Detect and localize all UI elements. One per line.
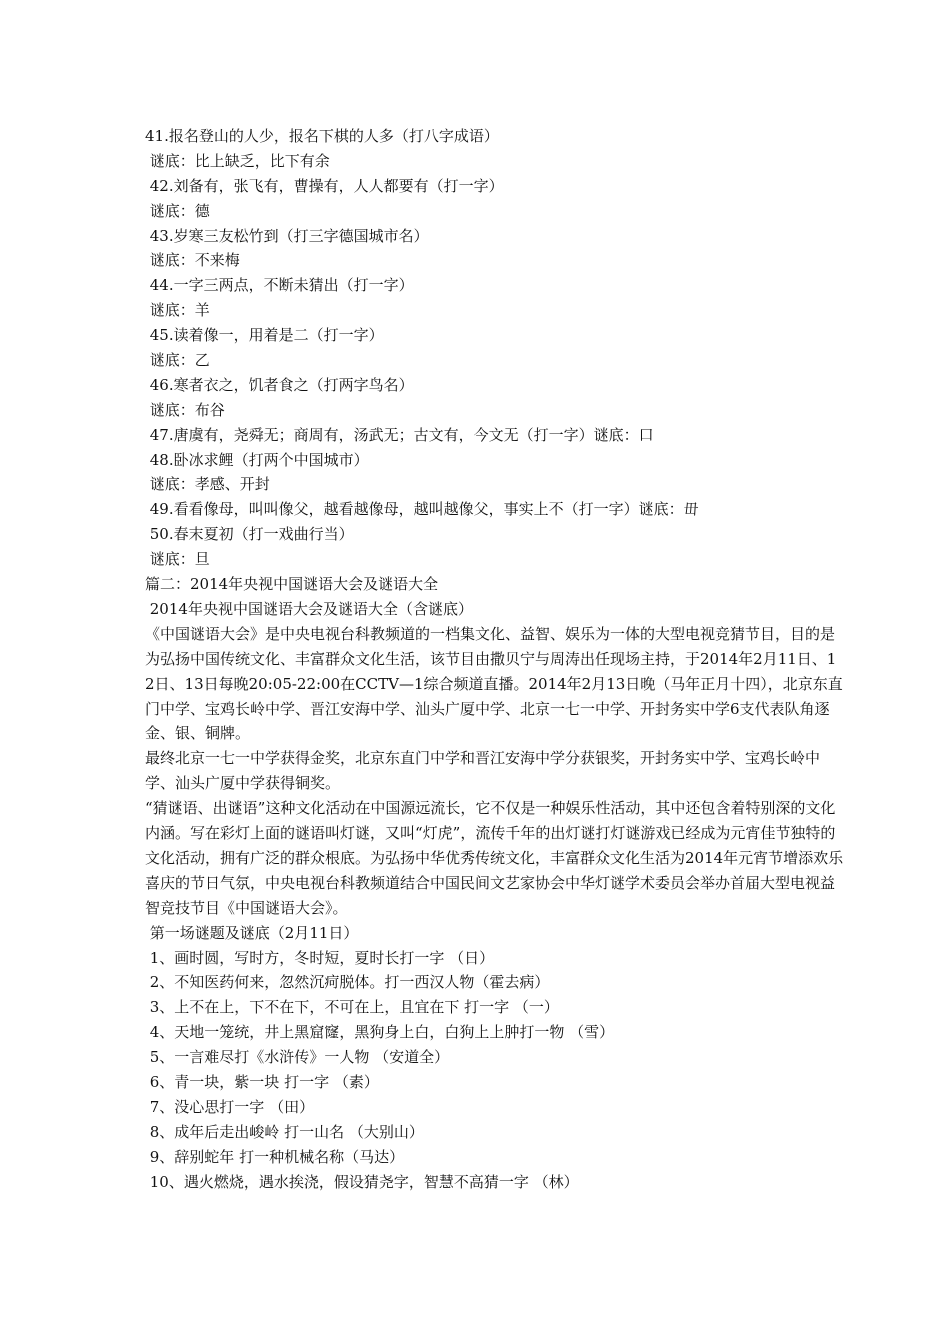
text-line: 42.刘备有，张飞有，曹操有，人人都要有（打一字） (145, 176, 504, 195)
text-line: 谜底：旦 (145, 550, 210, 569)
text-line: 49.看看像母，叫叫像父，越看越像母，越叫越像父，事实上不（打一字）谜底：毌 (145, 500, 699, 519)
text-line: 50.春末夏初（打一戏曲行当） (145, 525, 354, 544)
text-line: 谜底：孝感、开封 (145, 475, 270, 494)
riddle-item: 9、辞别蛇年 打一种机械名称（马达） (145, 1147, 405, 1166)
text-line: 谜底：羊 (145, 301, 210, 320)
text-line: 44.一字三两点，不断未猜出（打一字） (145, 276, 414, 295)
riddle-item: 7、没心思打一字 （田） (145, 1097, 315, 1116)
riddle-item: 4、天地一笼统，井上黑窟窿，黑狗身上白，白狗上上肿打一物 （雪） (145, 1023, 615, 1042)
riddle-item: 5、一言难尽打《水浒传》一人物 （安道全） (145, 1048, 450, 1067)
text-line: 谜底：比上缺乏，比下有余 (145, 151, 330, 170)
text-line: 谜底：德 (145, 201, 210, 220)
riddle-item: 8、成年后走出峻岭 打一山名 （大别山） (145, 1122, 424, 1141)
text-line: 43.岁寒三友松竹到（打三字德国城市名） (145, 226, 429, 245)
paragraph: 最终北京一七一中学获得金奖，北京东直门中学和晋江安海中学分获银奖，开封务实中学、宝鸡长岭中学、汕头广厦中学获得铜奖。 (145, 749, 821, 793)
section-heading: 篇二：2014年央视中国谜语大会及谜语大全 (145, 575, 439, 594)
riddle-item: 2、不知医药何来，忽然沉疴脱体。打一西汉人物（霍去病） (145, 973, 550, 992)
text-line: 46.寒者衣之，饥者食之（打两字鸟名） (145, 375, 414, 394)
text-line: 谜底：不来梅 (145, 251, 240, 270)
text-line: 47.唐虞有，尧舜无；商周有，汤武无；古文有，今文无（打一字）谜底：口 (145, 425, 654, 444)
section-subheading: 2014年央视中国谜语大会及谜语大全（含谜底） (145, 599, 473, 618)
paragraph: 《中国谜语大会》是中央电视台科教频道的一档集文化、益智、娱乐为一体的大型电视竞猜节目，目的是为弘扬中国传统文化、丰富群众文化生活，该节目由撒贝宁与周涛出任现场主持，于2014年2月11日、12日、13日每晚20:05-22:00在CCTV—1综合频道直播。2014年2月13日晚（马年正月十四），北京东直门中学、宝鸡长岭中学、晋江安海中学、汕头广厦中学、北京一七一中学、开封务实中学6支代表队角逐金、银、铜牌。 (145, 624, 843, 743)
riddle-item: 6、青一块，紫一块 打一字 （素） (145, 1073, 379, 1092)
text-line: 谜底：乙 (145, 351, 210, 370)
document-body (145, 124, 845, 1194)
text-line: 41.报名登山的人少，报名下棋的人多（打八字成语） (145, 127, 499, 145)
riddle-item: 10、遇火燃烧，遇水挨浇，假设猜尧字，智慧不高猜一字 （林） (145, 1172, 579, 1191)
text-line: 45.读着像一，用着是二（打一字） (145, 326, 384, 345)
riddle-item: 3、上不在上，下不在下，不可在上，且宜在下 打一字 （一） (145, 998, 559, 1017)
text-line: 第一场谜题及谜底（2月11日） (145, 923, 359, 942)
riddle-item: 1、画时圆，写时方，冬时短，夏时长打一字 （日） (145, 948, 495, 967)
text-line: 48.卧冰求鲤（打两个中国城市） (145, 450, 369, 469)
paragraph: “猜谜语、出谜语”这种文化活动在中国源远流长，它不仅是一种娱乐性活动，其中还包含着特别深的文化内涵。写在彩灯上面的谜语叫灯谜，又叫“灯虎”，流传千年的出灯谜打灯谜游戏已经成为元宵佳节独特的文化活动，拥有广泛的群众根底。为弘扬中华优秀传统文化，丰富群众文化生活为2014年元宵节增添欢乐喜庆的节日气氛，中央电视台科教频道结合中国民间文艺家协会中华灯谜学术委员会举办首届大型电视益智竞技节目《中国谜语大会》。 (145, 799, 844, 917)
text-line: 谜底：布谷 (145, 400, 225, 419)
